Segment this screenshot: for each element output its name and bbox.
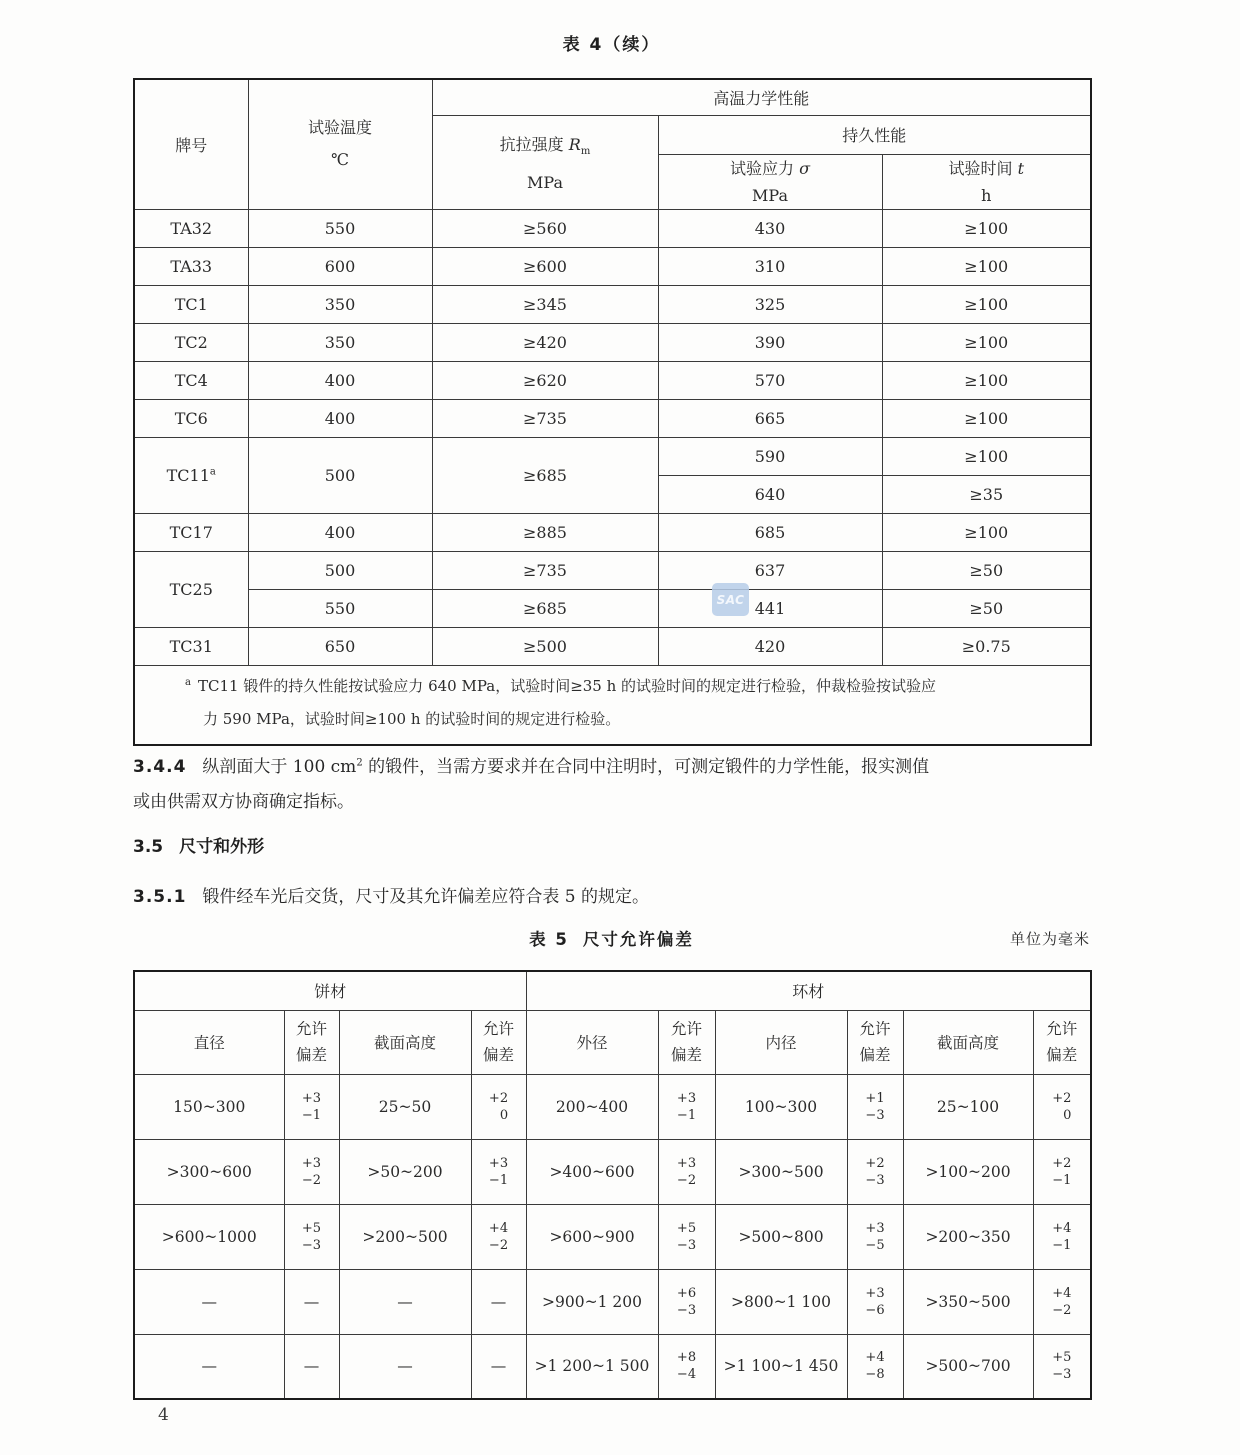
table-cell: 650 <box>248 627 432 665</box>
table4-header-grade: 牌号 <box>134 79 248 209</box>
table-row <box>134 247 1091 285</box>
table5-caption-label: 表 5 <box>529 930 569 949</box>
table-cell: ≥100 <box>882 437 1091 475</box>
table-cell: >200~350 <box>903 1204 1033 1269</box>
table-cell: >500~800 <box>715 1204 847 1269</box>
header-tolerance: 允许 偏差 <box>471 1010 526 1074</box>
table-cell: — <box>471 1269 526 1334</box>
table-cell: 665 <box>658 399 882 437</box>
header-outer-diameter: 外径 <box>526 1010 658 1074</box>
table-cell: ≥685 <box>432 589 658 627</box>
clause-number: 3.5.1 <box>133 887 187 907</box>
table-cell: +3 −6 <box>847 1269 903 1334</box>
table-cell: 550 <box>248 209 432 247</box>
table-cell: 400 <box>248 513 432 551</box>
table4-header-row-1 <box>134 79 1091 115</box>
table-cell: 390 <box>658 323 882 361</box>
table-cell: 685 <box>658 513 882 551</box>
test-time-label: 试验时间 t <box>948 158 1025 178</box>
table-cell: >1 100~1 450 <box>715 1334 847 1399</box>
table-cell: 590 <box>658 437 882 475</box>
table-cell: 25~100 <box>903 1074 1033 1139</box>
table-cell: >350~500 <box>903 1269 1033 1334</box>
table5-caption-title: 尺寸允许偏差 <box>582 930 694 949</box>
table-cell: 100~300 <box>715 1074 847 1139</box>
table-cell: ≥100 <box>882 247 1091 285</box>
table-cell: +3 −5 <box>847 1204 903 1269</box>
table-row <box>134 1269 1091 1334</box>
table-cell: — <box>134 1269 284 1334</box>
table4-footnote-row <box>134 665 1091 745</box>
table-cell: >300~500 <box>715 1139 847 1204</box>
subscript-m: m <box>580 146 591 158</box>
table-cell: ≥100 <box>882 399 1091 437</box>
table-cell: >1 200~1 500 <box>526 1334 658 1399</box>
table-cell: 600 <box>248 247 432 285</box>
table-row <box>134 513 1091 551</box>
header-tolerance: 允许 偏差 <box>284 1010 339 1074</box>
table-cell: ≥600 <box>432 247 658 285</box>
paragraph-3-5-1 <box>133 880 1113 915</box>
clause-number: 3.5 <box>133 837 164 857</box>
table-cell: 430 <box>658 209 882 247</box>
table5-caption <box>133 926 1090 950</box>
test-time-unit: h <box>981 185 992 205</box>
table-cell: >400~600 <box>526 1139 658 1204</box>
table-cell: ≥500 <box>432 627 658 665</box>
table-cell: 500 <box>248 551 432 589</box>
table-row <box>134 1204 1091 1269</box>
table-cell: ≥345 <box>432 285 658 323</box>
table-cell: +1 −3 <box>847 1074 903 1139</box>
heading-3-5 <box>133 832 264 857</box>
page-number: 4 <box>158 1405 169 1425</box>
table-cell: +3 −1 <box>658 1074 715 1139</box>
superscript-2: 2 <box>356 757 363 769</box>
table-cell: TC1 <box>134 285 248 323</box>
table-cell: ≥0.75 <box>882 627 1091 665</box>
table-cell: ≥685 <box>432 437 658 513</box>
table-cell-grade-tc25: TC25 <box>134 551 248 627</box>
symbol-sigma: σ <box>799 158 811 178</box>
table-cell: — <box>471 1334 526 1399</box>
table-cell: 500 <box>248 437 432 513</box>
table-cell: ≥100 <box>882 513 1091 551</box>
tensile-strength-unit: MPa <box>527 173 563 192</box>
paragraph-line: 或由供需双方协商确定指标。 <box>133 792 354 812</box>
table-row-tc11 <box>134 437 1091 475</box>
table-cell: >800~1 100 <box>715 1269 847 1334</box>
table-cell: — <box>339 1334 471 1399</box>
table-cell: — <box>284 1334 339 1399</box>
table-cell: >200~500 <box>339 1204 471 1269</box>
table-row <box>134 361 1091 399</box>
table4-header-endurance: 持久性能 <box>658 115 1091 154</box>
table-cell: +3 −2 <box>658 1139 715 1204</box>
header-tolerance: 允许 偏差 <box>847 1010 903 1074</box>
table4-header-test-time <box>882 154 1091 209</box>
table-cell: 550 <box>248 589 432 627</box>
table4-caption: 表 4（续） <box>562 35 661 55</box>
table-cell: +5 −3 <box>1033 1334 1091 1399</box>
group-ring-material: 环材 <box>526 971 1091 1010</box>
paragraph-3-4-4 <box>133 750 1113 820</box>
table-cell: +2 0 <box>1033 1074 1091 1139</box>
table-row <box>134 1334 1091 1399</box>
table-cell: — <box>339 1269 471 1334</box>
test-temperature-label: 试验温度 <box>307 118 372 138</box>
table-cell: 420 <box>658 627 882 665</box>
table-cell: +2 −3 <box>847 1139 903 1204</box>
table4-header-tensile-strength <box>432 115 658 209</box>
test-stress-label: 试验应力 σ <box>729 158 811 178</box>
table-cell: +2 0 <box>471 1074 526 1139</box>
table4-header-high-temp-properties: 高温力学性能 <box>432 79 1091 115</box>
table-cell: ≥100 <box>882 323 1091 361</box>
table-cell: 350 <box>248 285 432 323</box>
table-cell: ≥735 <box>432 551 658 589</box>
header-tolerance: 允许 偏差 <box>658 1010 715 1074</box>
table-cell: ≥35 <box>882 475 1091 513</box>
unit-note: 单位为毫米 <box>1009 930 1090 948</box>
table-row <box>134 1139 1091 1204</box>
table4-footnote <box>134 665 1091 745</box>
table-cell: TA33 <box>134 247 248 285</box>
table-cell: +8 −4 <box>658 1334 715 1399</box>
table-cell: ≥100 <box>882 361 1091 399</box>
table-cell: TC4 <box>134 361 248 399</box>
header-diameter: 直径 <box>134 1010 284 1074</box>
table-cell: 640 <box>658 475 882 513</box>
table-cell: ≥100 <box>882 285 1091 323</box>
table-cell: 637 <box>658 551 882 589</box>
header-inner-diameter: 内径 <box>715 1010 847 1074</box>
table-cell: — <box>284 1269 339 1334</box>
table-row <box>134 399 1091 437</box>
table-cell: >50~200 <box>339 1139 471 1204</box>
table-cell: >500~700 <box>903 1334 1033 1399</box>
table-cell: ≥735 <box>432 399 658 437</box>
table-cell: ≥100 <box>882 209 1091 247</box>
table5-group-row <box>134 971 1091 1010</box>
table4-header-test-temperature <box>248 79 432 209</box>
table-cell: ≥420 <box>432 323 658 361</box>
table-row <box>134 209 1091 247</box>
table-cell: >600~900 <box>526 1204 658 1269</box>
table-cell: 570 <box>658 361 882 399</box>
table-cell: >900~1 200 <box>526 1269 658 1334</box>
table-cell: TC2 <box>134 323 248 361</box>
table-cell: +4 −2 <box>1033 1269 1091 1334</box>
table-cell: — <box>134 1334 284 1399</box>
table-cell: +3 −1 <box>471 1139 526 1204</box>
footnote-marker: a <box>209 466 216 478</box>
table-cell: TC31 <box>134 627 248 665</box>
table-cell: 400 <box>248 361 432 399</box>
table-cell: ≥50 <box>882 551 1091 589</box>
table-cell: >600~1000 <box>134 1204 284 1269</box>
table5-caption-row <box>133 926 1090 950</box>
table-cell: >300~600 <box>134 1139 284 1204</box>
group-disc-material: 饼材 <box>134 971 526 1010</box>
table-cell: +4 −2 <box>471 1204 526 1269</box>
symbol-R: R <box>568 135 581 154</box>
table-cell: ≥560 <box>432 209 658 247</box>
table5-header-row <box>134 1010 1091 1074</box>
table-cell-grade-tc11: TC11$^a$ <box>134 437 248 513</box>
table-cell: +2 −1 <box>1033 1139 1091 1204</box>
table-cell: ≥50 <box>882 589 1091 627</box>
table-cell: 441 <box>658 589 882 627</box>
table-cell: +4 −1 <box>1033 1204 1091 1269</box>
table-cell: 310 <box>658 247 882 285</box>
header-tolerance: 允许 偏差 <box>1033 1010 1091 1074</box>
table-cell: TA32 <box>134 209 248 247</box>
table-row <box>134 627 1091 665</box>
table-cell: TC17 <box>134 513 248 551</box>
table-cell: 350 <box>248 323 432 361</box>
table-row-tc25-sub <box>134 589 1091 627</box>
table-cell: ≥885 <box>432 513 658 551</box>
symbol-t: t <box>1017 158 1025 178</box>
table-row <box>134 323 1091 361</box>
paragraph-line: 3.5.1 锻件经车光后交货，尺寸及其允许偏差应符合表 5 的规定。 <box>133 887 650 907</box>
tensile-strength-label: 抗拉强度 $R_m$ <box>499 135 591 158</box>
clause-number: 3.4.4 <box>133 757 187 777</box>
table-cell: 150~300 <box>134 1074 284 1139</box>
footnote-line-2: 力 590 MPa，试验时间≥100 h 的试验时间的规定进行检验。 <box>203 709 621 728</box>
table-row <box>134 285 1091 323</box>
footnote-marker: a <box>185 676 191 688</box>
footnote-line-1: $^a$ TC11 锻件的持久性能按试验应力 640 MPa，试验时间≥35 h 的试验时间的规定进行检验，仲裁检验按试验应 <box>185 676 937 695</box>
header-section-height: 截面高度 <box>903 1010 1033 1074</box>
table-cell: >100~200 <box>903 1139 1033 1204</box>
table-cell: 25~50 <box>339 1074 471 1139</box>
table-cell: +5 −3 <box>658 1204 715 1269</box>
table4-header-test-stress <box>658 154 882 209</box>
table-row-tc25 <box>134 551 1091 589</box>
test-temperature-unit: ℃ <box>331 150 349 170</box>
table-row <box>134 1074 1091 1139</box>
table-cell: +3 −1 <box>284 1074 339 1139</box>
table-cell: +6 −3 <box>658 1269 715 1334</box>
table-cell: 325 <box>658 285 882 323</box>
table-cell: 400 <box>248 399 432 437</box>
table-cell: 200~400 <box>526 1074 658 1139</box>
table-cell: TC6 <box>134 399 248 437</box>
table-cell: +4 −8 <box>847 1334 903 1399</box>
table-cell: +5 −3 <box>284 1204 339 1269</box>
paragraph-line: 3.4.4 纵剖面大于 100 $cm^2$ 的锻件，当需方要求并在合同中注明时，可测定锻件的力学性能，报实测值 <box>133 757 930 777</box>
table5-dimension-tolerances <box>133 970 1092 1400</box>
table-cell: ≥620 <box>432 361 658 399</box>
heading-title: 尺寸和外形 <box>179 837 265 857</box>
test-stress-unit: MPa <box>752 185 788 205</box>
sac-watermark-logo: SAC <box>712 583 749 616</box>
table4-mechanical-properties <box>133 78 1092 746</box>
header-section-height: 截面高度 <box>339 1010 471 1074</box>
table-cell: +3 −2 <box>284 1139 339 1204</box>
